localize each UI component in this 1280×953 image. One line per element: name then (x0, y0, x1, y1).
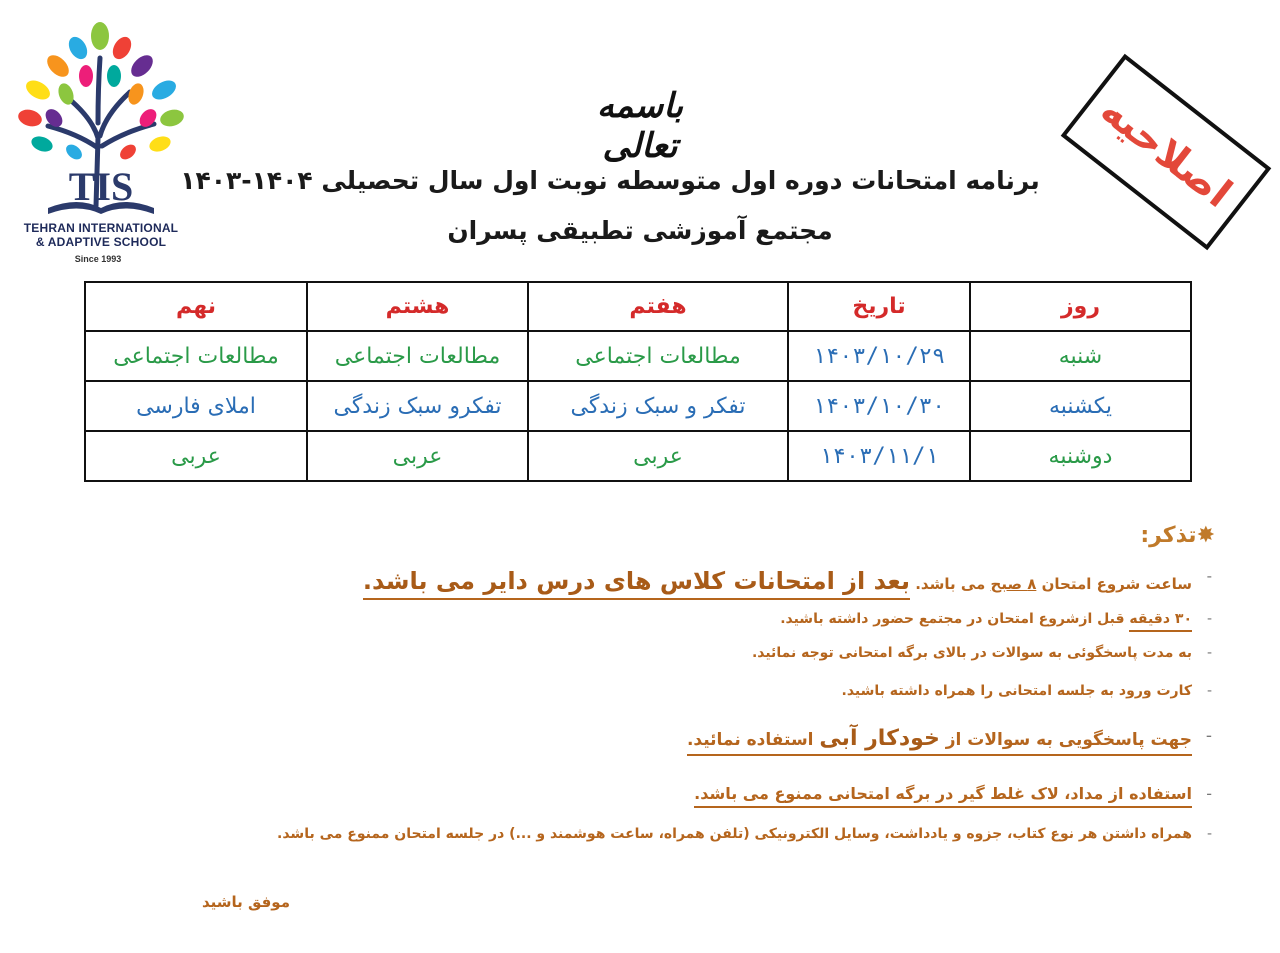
cell-grade9: عربی (85, 431, 307, 481)
table-row (85, 431, 1191, 481)
exam-time: ۸ صبح (990, 575, 1037, 593)
cell-day: یکشنبه (970, 381, 1191, 431)
note-entry-card (841, 683, 1212, 699)
bullet: - (1206, 683, 1212, 699)
cell-grade8: تفکرو سبک زندگی (307, 381, 528, 431)
notes-heading-text: تذکر: (1140, 523, 1197, 548)
note-text: کارت ورود به جلسه امتحانی را همراه داشته باشید. (841, 683, 1192, 699)
column-header-day: روز (970, 282, 1191, 331)
table-header-row (85, 282, 1191, 331)
note-text: قبل ازشروع امتحان در مجتمع حضور داشته باشید. (780, 611, 1125, 627)
cell-grade7: مطالعات اجتماعی (528, 331, 788, 381)
cell-date: ۱۴۰۳/۱۱/۱ (788, 431, 970, 481)
note-exam-start-time (362, 567, 1212, 595)
note-text: استفاده از مداد، لاک غلط گیر در برگه امتحانی ممنوع می باشد. (694, 784, 1192, 803)
bullet: - (1206, 784, 1212, 803)
note-pencil-forbidden (694, 784, 1212, 808)
signoff: موفق باشید (201, 893, 290, 911)
cell-grade7: تفکر و سبک زندگی (528, 381, 788, 431)
note-emphasis: خودکار آبی (819, 726, 940, 751)
cell-grade8: مطالعات اجتماعی (307, 331, 528, 381)
logo-name-line1: TEHRAN INTERNATIONAL (23, 221, 179, 235)
cell-date: ۱۴۰۳/۱۰/۲۹ (788, 331, 970, 381)
logo-since: Since 1993 (74, 254, 122, 264)
page-subtitle: مجتمع آموزشی تطبیقی پسران (447, 216, 833, 245)
cell-grade8: عربی (307, 431, 528, 481)
table-row (85, 331, 1191, 381)
column-header-date: تاریخ (788, 282, 970, 331)
arrival-minutes: ۳۰ دقیقه (1129, 611, 1192, 632)
bullet: - (1206, 611, 1212, 627)
cell-day: شنبه (970, 331, 1191, 381)
note-emphasis: بعد از امتحانات کلاس های درس دایر می باشد. (363, 567, 910, 600)
column-header-grade7: هفتم (528, 282, 788, 331)
cell-date: ۱۴۰۳/۱۰/۳۰ (788, 381, 970, 431)
cell-grade9: مطالعات اجتماعی (85, 331, 307, 381)
cell-grade9: املای فارسی (85, 381, 307, 431)
note-text: می باشد. (915, 575, 986, 593)
star-icon: ✸ (1196, 523, 1215, 548)
correction-stamp (1061, 54, 1272, 250)
note-answer-time (751, 645, 1212, 661)
tree-logo-icon (8, 18, 194, 223)
page-title: برنامه امتحانات دوره اول متوسطه نوبت اول سال تحصیلی ۱۴۰۴-۱۴۰۳ (180, 166, 1040, 195)
notes-heading (1080, 523, 1215, 548)
bullet: - (1206, 645, 1212, 661)
note-text: جهت پاسخگویی به سوالات از (945, 730, 1192, 750)
note-text: به مدت پاسخگوئی به سوالات در بالای برگه امتحانی توجه نمائید. (751, 645, 1192, 661)
logo-name-line2: & ADAPTIVE SCHOOL (35, 235, 167, 249)
column-header-grade9: نهم (85, 282, 307, 331)
exam-schedule-table (84, 281, 1192, 482)
cell-day: دوشنبه (970, 431, 1191, 481)
note-items-forbidden (277, 826, 1212, 842)
cell-grade7: عربی (528, 431, 788, 481)
school-logo (8, 18, 194, 268)
stamp-text: اصلاحیه (1091, 87, 1241, 217)
note-text: ساعت شروع امتحان (1041, 575, 1192, 593)
note-text: همراه داشتن هر نوع کتاب، جزوه و یادداشت، وسایل الکترونیکی (تلفن همراه، ساعت هوشمند و ...) در جلسه امتحان ممنوع می باشد. (277, 826, 1192, 842)
bullet: - (1205, 726, 1212, 746)
column-header-grade8: هشتم (307, 282, 528, 331)
note-text: استفاده نمائید. (686, 730, 814, 750)
bullet: - (1206, 567, 1212, 585)
logo-monogram: TIS (68, 164, 134, 209)
bullet: - (1206, 826, 1212, 842)
note-arrival (780, 611, 1212, 627)
table-row (85, 381, 1191, 431)
note-blue-pen (686, 726, 1212, 756)
basmala: باسمه تعالی (596, 86, 684, 166)
